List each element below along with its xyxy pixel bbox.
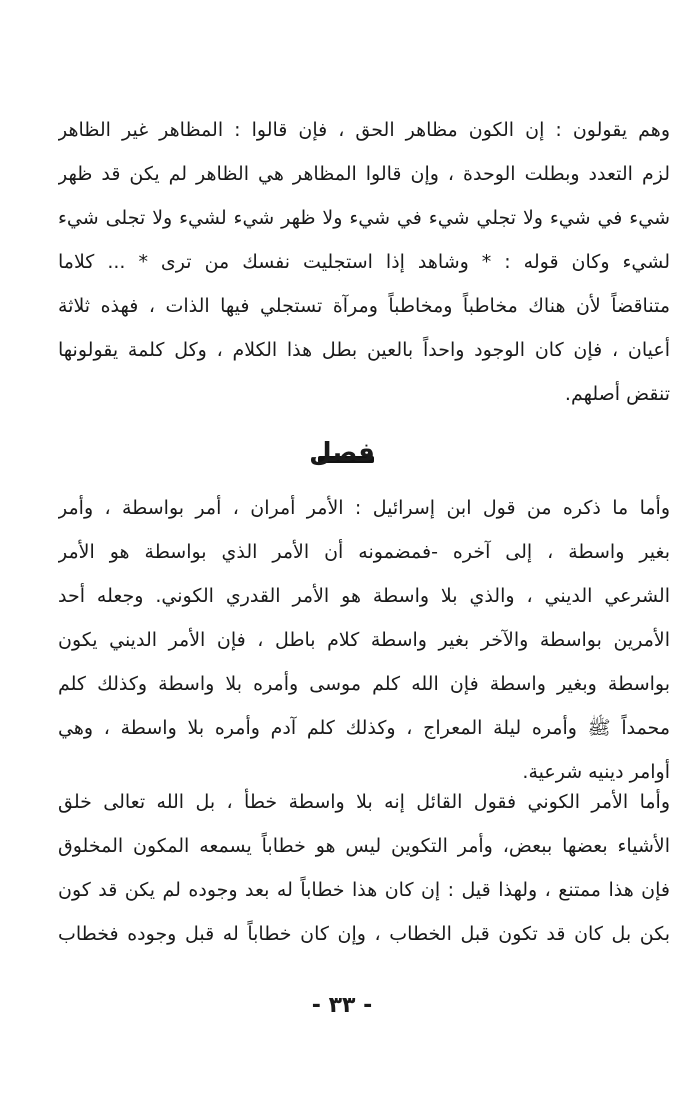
text-line: بكن بل كان قد تكون قبل الخطاب ، وإن كان خطاباً له قبل وجوده فخطاب: [58, 923, 670, 945]
text-line: الأشياء بعضها ببعض، وأمر التكوين ليس هو خطاباً يسمعه المكون المخلوق: [58, 835, 670, 857]
text-line: الأمرين بواسطة والآخر بغير واسطة كلام باطل ، فإن الأمر الديني يكون: [58, 629, 670, 651]
text-line: فإن هذا ممتنع ، ولهذا قيل : إن كان هذا خطاباً له بعد وجوده لم يكن قد كون: [58, 879, 670, 901]
section-heading-text: فصل: [309, 438, 375, 468]
text-line: أعيان ، فإن كان الوجود واحداً بالعين بطل هذا الكلام ، وكل كلمة يقولونها: [58, 339, 670, 361]
text-line: لشيء وكان قوله : * وشاهد إذا استجليت نفسك من ترى * ... كلاما: [58, 251, 670, 273]
text-line: أوامر دينيه شرعية.: [522, 761, 670, 783]
text-line: وهم يقولون : إن الكون مظاهر الحق ، فإن قالوا : المظاهر غير الظاهر: [58, 119, 670, 141]
text-line: لزم التعدد وبطلت الوحدة ، وإن قالوا المظاهر هي الظاهر لم يكن قد ظهر: [58, 163, 670, 185]
text-line: متناقضاً لأن هناك مخاطباً ومخاطباً ومرآة تستجلي فيها الذات ، فهذه ثلاثة: [58, 295, 670, 317]
paragraph-1: [58, 108, 670, 416]
text-line: بواسطة وبغير واسطة فإن الله كلم موسى وأمره بلا واسطة وكذلك كلم: [58, 673, 670, 695]
text-line: الشرعي الديني ، والذي بلا واسطة هو الأمر القدري الكوني. وجعله أحد: [58, 585, 670, 607]
text-line: تنقض أصلهم.: [564, 383, 670, 405]
text-line: بغير واسطة ، إلى آخره -فمضمونه أن الأمر الذي بواسطة هو الأمر: [58, 541, 670, 563]
text-line: محمداً ﷺ وأمره ليلة المعراج ، وكذلك كلم آدم وأمره بلا واسطة ، وهي: [58, 717, 670, 739]
page-number: - ٣٣ -: [311, 993, 373, 1018]
section-heading: [0, 428, 684, 478]
text-line: وأما الأمر الكوني فقول القائل إنه بلا واسطة خطأ ، بل الله تعالى خلق: [58, 791, 670, 813]
paragraph-3: [58, 780, 670, 956]
text-line: شيء في شيء ولا تجلي شيء في شيء ولا ظهر شيء لشيء ولا تجلى شيء: [58, 207, 670, 229]
paragraph-2: [58, 486, 670, 794]
text-line: وأما ما ذكره من قول ابن إسرائيل : الأمر أمران ، أمر بواسطة ، وأمر: [58, 497, 670, 519]
